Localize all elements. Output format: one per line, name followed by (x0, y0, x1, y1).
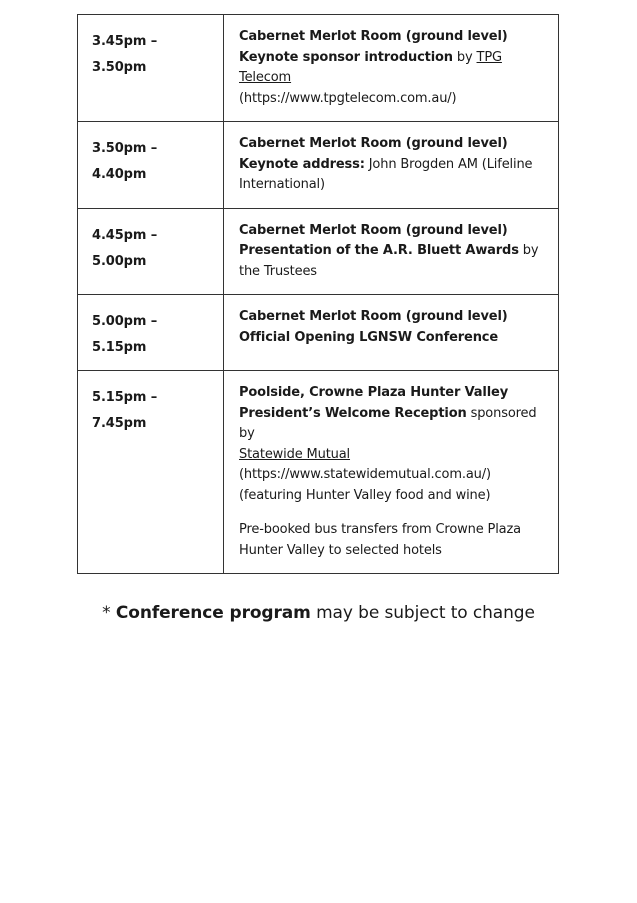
time-end: 7.45pm (92, 416, 147, 431)
asterisk: * (102, 603, 116, 623)
venue-label: Cabernet Merlot Room (ground level) (239, 136, 508, 151)
time-start: 3.50pm – (92, 141, 158, 156)
time-cell (78, 15, 224, 122)
session-detail: by the Trustees (239, 243, 539, 279)
program-table (77, 14, 559, 574)
transport-note: Pre-booked bus transfers from Crowne Plaza Hunter Valley to selected hotels (239, 522, 521, 558)
time-end: 3.50pm (92, 60, 147, 75)
venue-label: Cabernet Merlot Room (ground level) (239, 222, 508, 238)
time-start: 5.15pm – (92, 390, 158, 405)
time-start: 5.00pm – (92, 314, 158, 329)
description-cell (224, 371, 559, 574)
session-detail: John Brogden AM (Lifeline International) (239, 156, 533, 192)
time-end: 4.40pm (92, 167, 147, 182)
session-title: Keynote sponsor introduction (239, 49, 453, 65)
session-description (239, 48, 550, 89)
venue-label: Cabernet Merlot Room (ground level) (239, 309, 508, 324)
footer-rest-text: may be subject to change (310, 603, 535, 623)
time-cell (78, 208, 224, 295)
program-change-note (0, 603, 637, 623)
session-connector: by (452, 49, 477, 65)
time-cell (78, 122, 224, 209)
session-title: Official Opening LGNSW Conference (239, 329, 499, 345)
time-start: 3.45pm – (92, 34, 158, 49)
session-connector: sponsored by (239, 405, 537, 441)
sponsor-link[interactable]: Statewide Mutual (239, 446, 351, 462)
time-cell (78, 295, 224, 371)
time-end: 5.15pm (92, 340, 147, 355)
session-title: Presentation of the A.R. Bluett Awards (239, 243, 519, 258)
sponsor-url: (https://www.statewidemutual.com.au/) (featuring Hunter Valley food and wine) (239, 467, 491, 503)
table-row (78, 295, 559, 371)
session-title: President’s Welcome Reception (239, 405, 467, 421)
time-start: 4.45pm – (92, 227, 158, 243)
venue-label: Poolside, Crowne Plaza Hunter Valley (239, 385, 509, 400)
venue-label: Cabernet Merlot Room (ground level) (239, 29, 508, 44)
session-description (239, 404, 550, 445)
table-row (78, 122, 559, 209)
time-end: 5.00pm (92, 253, 147, 269)
sponsor-link[interactable]: TPG Telecom (239, 49, 502, 85)
footer-bold-text: Conference program (115, 603, 311, 623)
time-cell (78, 371, 224, 574)
description-cell (224, 208, 559, 295)
session-description (239, 155, 550, 196)
sponsor-url: (https://www.tpgtelecom.com.au/) (239, 90, 457, 106)
description-cell (224, 295, 559, 371)
table-row (78, 15, 559, 122)
session-title: Keynote address: (239, 156, 365, 172)
description-cell (224, 15, 559, 122)
table-row (78, 208, 559, 295)
session-description (239, 241, 550, 282)
table-row (78, 371, 559, 574)
description-cell (224, 122, 559, 209)
